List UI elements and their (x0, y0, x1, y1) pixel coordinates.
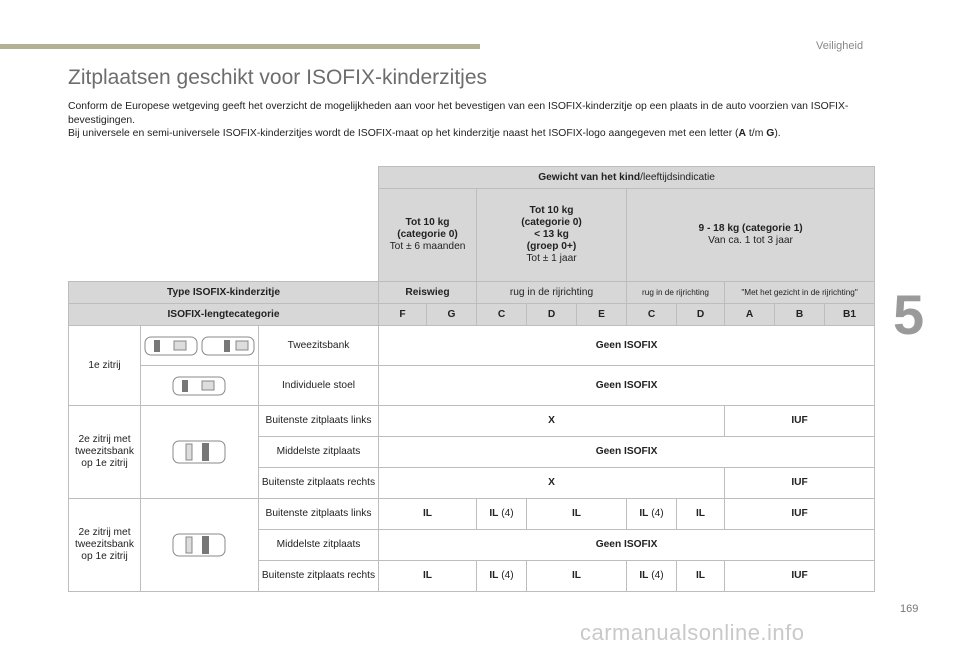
row3-label-l3: op 1e zitrij (81, 551, 128, 562)
seat-middle: Middelste zitplaats (259, 530, 379, 561)
type-reiswieg: Reiswieg (379, 282, 477, 304)
seat-middle: Middelste zitplaats (259, 437, 379, 468)
seat-bench: Tweezitsbank (259, 326, 379, 366)
type-met: "Met het gezicht in de rijrichting" (725, 282, 875, 304)
row2-label (69, 406, 141, 499)
size-cell: D (527, 304, 577, 326)
car-topview-icon (172, 375, 228, 397)
weight-col-3 (627, 189, 875, 282)
watermark: carmanualsonline.info (580, 620, 805, 645)
value-cell: Geen ISOFIX (379, 437, 875, 468)
value-suffix: (4) (648, 570, 664, 581)
seat-outer-right: Buitenste zitplaats rechts (259, 468, 379, 499)
value-cell: Geen ISOFIX (379, 530, 875, 561)
seat-outer-left: Buitenste zitplaats links (259, 499, 379, 530)
value-il: IL (639, 508, 649, 519)
value-cell: IL (527, 561, 627, 592)
col2-line1: Tot 10 kg (529, 205, 574, 216)
size-cell: C (477, 304, 527, 326)
size-cell: F (379, 304, 427, 326)
seat-diagram-single (141, 366, 259, 406)
type-rug: rug in de rijrichting (477, 282, 627, 304)
value-il: IL (489, 570, 499, 581)
col1-line1: Tot 10 kg (405, 217, 450, 228)
value-cell: Geen ISOFIX (379, 326, 875, 366)
seat-outer-right: Buitenste zitplaats rechts (259, 561, 379, 592)
isofix-table (68, 166, 875, 592)
weight-col-1 (379, 189, 477, 282)
page-title: Zitplaatsen geschikt voor ISOFIX-kinderzitjes (68, 66, 487, 89)
seat-diagram-row2 (141, 406, 259, 499)
col3-line1: 9 - 18 kg (categorie 1) (698, 223, 803, 234)
value-cell: IUF (725, 406, 875, 437)
car-topview-icon (144, 335, 256, 357)
row2-label-l2: tweezitsbank (75, 446, 134, 457)
row3-label (69, 499, 141, 592)
size-cell: E (577, 304, 627, 326)
car-topview-icon (172, 532, 228, 558)
value-cell (627, 561, 677, 592)
value-il: IL (639, 570, 649, 581)
col2-line4: (groep 0+) (526, 241, 577, 252)
col2-line2: (categorie 0) (521, 217, 582, 228)
value-il: IL (489, 508, 499, 519)
value-cell: IUF (725, 499, 875, 530)
value-cell: Geen ISOFIX (379, 366, 875, 406)
intro-text-a: Bij universele en semi-universele ISOFIX-kinderzitjes wordt de ISOFIX-maat op het kinderzitje naast het ISOFIX-logo aangegeven met een letter ( (68, 128, 739, 139)
header-bar (0, 44, 480, 49)
row3-label-l1: 2e zitrij met (78, 527, 131, 538)
value-cell: X (379, 406, 725, 437)
value-cell: IL (677, 561, 725, 592)
intro-letter-g: G (766, 128, 775, 139)
seat-single: Individuele stoel (259, 366, 379, 406)
value-suffix: (4) (498, 570, 514, 581)
seat-outer-left: Buitenste zitplaats links (259, 406, 379, 437)
size-cell: C (627, 304, 677, 326)
weight-header-rest: /leeftijdsindicatie (640, 171, 715, 183)
col1-line2: (categorie 0) (397, 229, 458, 240)
value-cell: IUF (725, 561, 875, 592)
intro-paragraph-1: Conform de Europese wetgeving geeft het overzicht de mogelijkheden aan voor het bevestigen van een ISOFIX-kinderzitje op een plaats in de auto voorzien van ISOFIX-bevestigingen. (68, 101, 849, 126)
intro-letter-a: A (738, 128, 747, 139)
page-number: 169 (900, 603, 919, 615)
car-topview-icon (172, 439, 228, 465)
type-rug-small: rug in de rijrichting (627, 282, 725, 304)
section-label: Veiligheid (816, 40, 864, 52)
value-cell: IUF (725, 468, 875, 499)
row1-label: 1e zitrij (69, 326, 141, 406)
row2-label-l1: 2e zitrij met (78, 434, 131, 445)
value-cell: IL (379, 499, 477, 530)
size-label: ISOFIX-lengtecategorie (69, 304, 379, 326)
weight-header-bold: Gewicht van het kind (538, 171, 641, 183)
intro-text-c: ). (774, 128, 781, 139)
col2-line5: Tot ± 1 jaar (526, 253, 577, 264)
seat-diagram-row3 (141, 499, 259, 592)
value-cell: X (379, 468, 725, 499)
intro-paragraph-2 (68, 127, 868, 141)
value-cell (477, 499, 527, 530)
col2-line3: < 13 kg (534, 229, 569, 240)
type-label: Type ISOFIX-kinderzitje (69, 282, 379, 304)
size-cell: G (427, 304, 477, 326)
row3-label-l2: tweezitsbank (75, 539, 134, 550)
weight-header (379, 167, 875, 189)
weight-col-2 (477, 189, 627, 282)
size-cell: A (725, 304, 775, 326)
value-cell: IL (527, 499, 627, 530)
value-suffix: (4) (648, 508, 664, 519)
intro-text (68, 100, 868, 141)
value-cell (477, 561, 527, 592)
seat-diagram-bench (141, 326, 259, 366)
value-cell: IL (677, 499, 725, 530)
size-cell: D (677, 304, 725, 326)
col1-line3: Tot ± 6 maanden (389, 241, 466, 252)
intro-text-b: t/m (746, 128, 767, 139)
value-cell (627, 499, 677, 530)
size-cell: B (775, 304, 825, 326)
col3-line2: Van ca. 1 tot 3 jaar (708, 235, 793, 246)
value-suffix: (4) (498, 508, 514, 519)
size-cell: B1 (825, 304, 875, 326)
chapter-number: 5 (893, 283, 925, 346)
row2-label-l3: op 1e zitrij (81, 458, 128, 469)
value-cell: IL (379, 561, 477, 592)
